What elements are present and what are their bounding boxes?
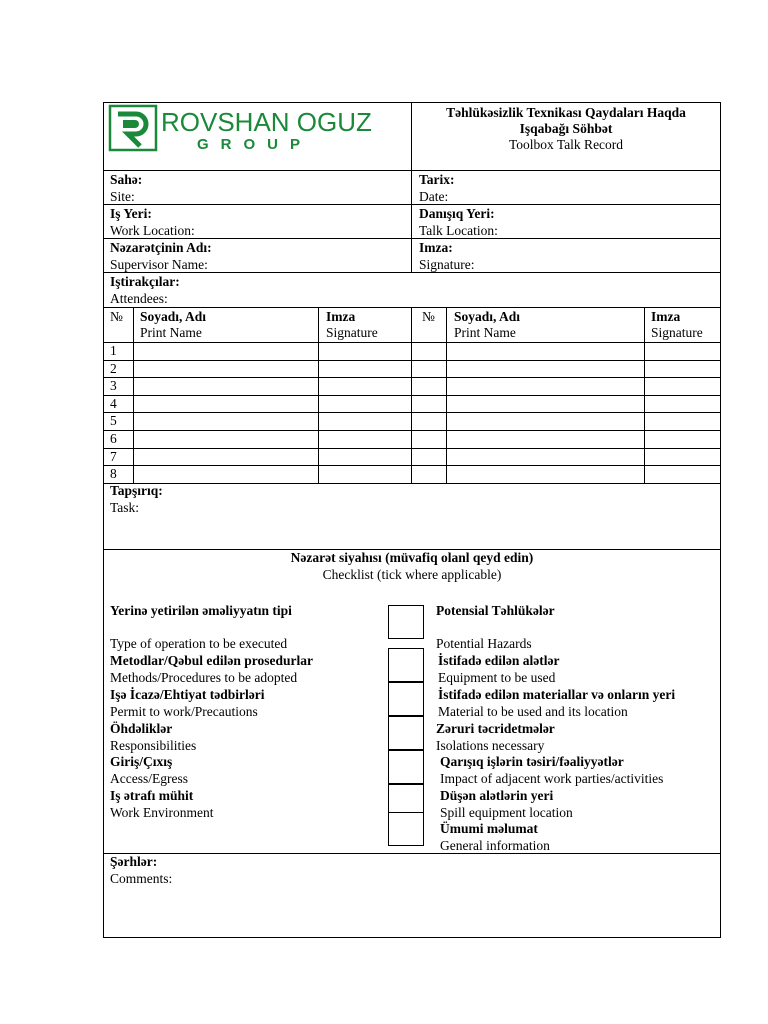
- checklist-left-en: Type of operation to be executed: [110, 636, 288, 651]
- logo-sub: GROUP: [197, 136, 313, 153]
- col-name-en-left: Print Name: [140, 325, 202, 340]
- checkbox-access[interactable]: [388, 750, 424, 784]
- checklist-title-az: Nəzarət siyahısı (müvafiq olanl qeyd edin): [290, 550, 534, 565]
- attendee-row-number: 2: [110, 360, 117, 376]
- supervisor-label-az: Nəzarətçinin Adı:: [110, 240, 212, 255]
- col-sig-en-left: Signature: [326, 325, 378, 340]
- logo-name: ROVSHAN OGUZ: [161, 107, 372, 137]
- attendee-row-number: 4: [110, 395, 117, 411]
- checkbox-general-info[interactable]: [388, 812, 424, 846]
- work-location-label-az: Iş Yeri:: [110, 206, 152, 221]
- table-row-divider: [104, 360, 720, 361]
- checklist-right-az: Potensial Təhlükələr: [436, 603, 555, 618]
- attendees-label-az: Iştirakçılar:: [110, 274, 180, 289]
- checklist-right-en: Isolations necessary: [436, 738, 545, 753]
- signature-label-az: Imza:: [419, 240, 453, 255]
- checklist-left-en: Permit to work/Precautions: [110, 704, 258, 719]
- col-sig-az-right: Imza: [651, 309, 681, 324]
- col-no-left: №: [110, 309, 123, 324]
- toolbox-talk-form: [103, 102, 721, 938]
- attendee-row-number: 5: [110, 413, 117, 429]
- table-row-divider: [104, 395, 720, 396]
- col-sig-az-left: Imza: [326, 309, 356, 324]
- attendee-row-number: 6: [110, 431, 117, 446]
- attendee-row-number: 7: [110, 448, 117, 464]
- checkbox-type-of-operation[interactable]: [388, 605, 424, 639]
- table-row-divider: [104, 412, 720, 413]
- col-name-en-right: Print Name: [454, 325, 516, 340]
- col-no-right: №: [422, 309, 435, 324]
- table-row-divider: [104, 465, 720, 466]
- checklist-right-az: Zəruri təcridetmələr: [436, 721, 555, 736]
- attendee-row-number: 3: [110, 378, 117, 394]
- checklist-right-az: Ümumi məlumat: [440, 821, 538, 836]
- title-az-2: Işqabağı Söhbət: [519, 121, 613, 136]
- table-row-divider: [104, 430, 720, 431]
- checklist-left-az: Yerinə yetirilən əməliyyatın tipi: [110, 603, 292, 618]
- checklist-left-en: Access/Egress: [110, 771, 188, 786]
- checklist-left-az: Giriş/Çıxış: [110, 754, 173, 769]
- col-name-az-right: Soyadı, Adı: [454, 309, 521, 324]
- checklist-left-az: Öhdəliklər: [110, 721, 173, 736]
- attendee-row-number: 8: [110, 466, 117, 482]
- task-label-en: Task:: [110, 500, 140, 515]
- checklist-right-en: Potential Hazards: [436, 636, 532, 651]
- checklist-left-en: Work Environment: [110, 805, 214, 820]
- checkbox-permit[interactable]: [388, 682, 424, 716]
- supervisor-label-en: Supervisor Name:: [110, 257, 208, 272]
- work-location-label-en: Work Location:: [110, 223, 195, 238]
- checklist-left-en: Responsibilities: [110, 738, 197, 753]
- checklist-left-az: Işə İcazə/Ehtiyat tədbirləri: [110, 687, 265, 702]
- checklist-right-en: Material to be used and its location: [438, 704, 628, 719]
- checklist-left-az: Iş ətrafı mühit: [110, 788, 194, 803]
- talk-location-label-az: Danışıq Yeri:: [419, 206, 495, 221]
- comments-label-en: Comments:: [110, 871, 173, 886]
- checklist-right-en: Spill equipment location: [440, 805, 573, 820]
- checkbox-responsibilities[interactable]: [388, 716, 424, 750]
- checklist-title-en: Checklist (tick where applicable): [322, 567, 502, 582]
- checklist-right-az: İstifadə edilən alətlər: [438, 653, 560, 668]
- checklist-right-az: İstifadə edilən materiallar və onların yeri: [438, 687, 676, 702]
- checkbox-methods[interactable]: [388, 648, 424, 682]
- checklist-right-en: Impact of adjacent work parties/activities: [440, 771, 664, 786]
- checklist-right-az: Düşən alətlərin yeri: [440, 788, 554, 803]
- talk-location-label-en: Talk Location:: [419, 223, 498, 238]
- attendees-label-en: Attendees:: [110, 291, 168, 306]
- table-row-divider: [104, 448, 720, 449]
- title-en: Toolbox Talk Record: [508, 137, 624, 152]
- site-label-az: Sahə:: [110, 172, 143, 187]
- signature-label-en: Signature:: [419, 257, 475, 272]
- rovshan-oguz-logo: [109, 104, 372, 153]
- title-az-1: Təhlükəsizlik Texnikası Qaydaları Haqda: [446, 105, 686, 120]
- col-name-az-left: Soyadı, Adı: [140, 309, 207, 324]
- site-label-en: Site:: [110, 189, 135, 204]
- checklist-left-en: Methods/Procedures to be adopted: [110, 670, 298, 685]
- checklist-right-en: General information: [440, 838, 550, 853]
- checklist-right-en: Equipment to be used: [438, 670, 556, 685]
- col-sig-en-right: Signature: [651, 325, 703, 340]
- date-label-az: Tarix:: [419, 172, 455, 187]
- checklist-right-az: Qarışıq işlərin təsiri/fəaliyyətlər: [440, 754, 624, 769]
- comments-label-az: Şərhlər:: [110, 854, 158, 869]
- checklist-left-az: Metodlar/Qəbul edilən prosedurlar: [110, 653, 313, 668]
- table-row-divider: [104, 377, 720, 378]
- task-label-az: Tapşırıq:: [110, 483, 163, 498]
- date-label-en: Date:: [419, 189, 449, 204]
- attendee-row-number: 1: [110, 343, 117, 358]
